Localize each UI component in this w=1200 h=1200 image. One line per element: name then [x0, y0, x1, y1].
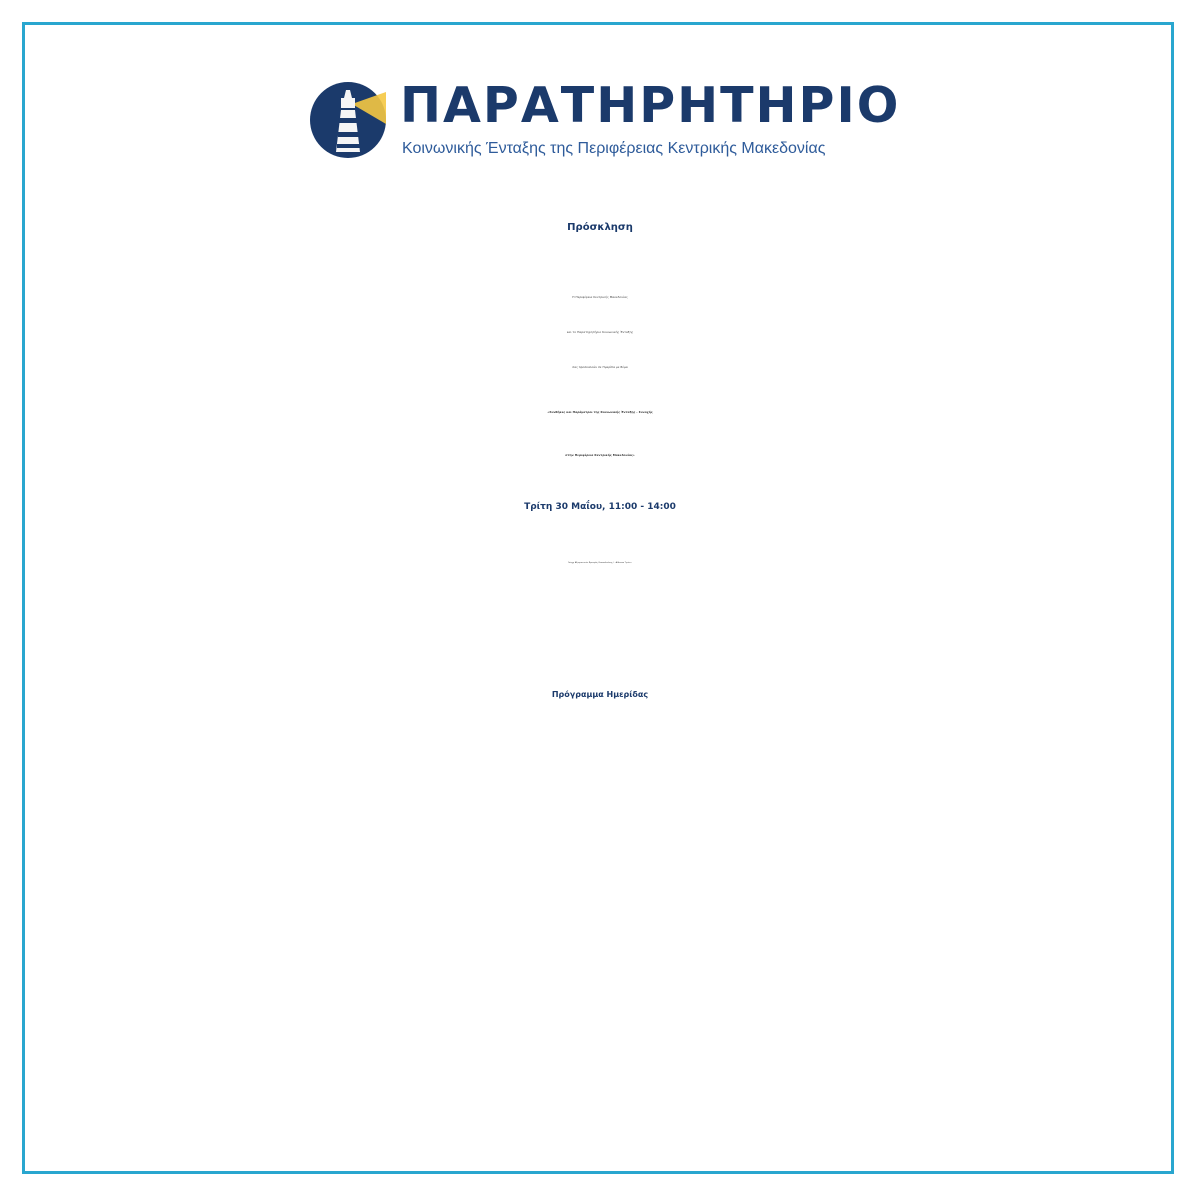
event-venue: Λέσχη Αξιωματικών Φρουράς Θεσσαλονίκης / «Αίθουσα Τιμών» — [568, 562, 632, 564]
lighthouse-icon — [308, 80, 388, 160]
intro-line: σας προσκαλούν σε Ημερίδα με θέμα — [572, 365, 628, 369]
logo-subtitle: Κοινωνικής Ένταξης της Περιφέρειας Κεντρικής Μακεδονίας — [402, 140, 826, 157]
intro-line: και το Παρατηρητήριο Κοινωνικής Ένταξης — [566, 330, 634, 334]
intro-line: Η Περιφέρεια Κεντρικής Μακεδονίας — [572, 295, 628, 299]
event-theme-line: στην Περιφέρεια Κεντρικής Μακεδονίας» — [565, 453, 635, 457]
logo-title: ΠΑΡΑΤΗΡΗΤΗΡΙΟ — [400, 77, 901, 134]
program-title: Πρόγραμμα Ημερίδας — [551, 690, 649, 699]
invitation-title: Πρόσκληση — [567, 222, 633, 233]
page-frame — [22, 22, 1174, 1174]
event-datetime: Τρίτη 30 Μαΐου, 11:00 - 14:00 — [524, 502, 676, 512]
event-theme-line: «Συνθήκες και Παράμετροι της Κοινωνικής Ένταξης - Συνοχής — [547, 410, 653, 414]
logo — [308, 78, 908, 168]
